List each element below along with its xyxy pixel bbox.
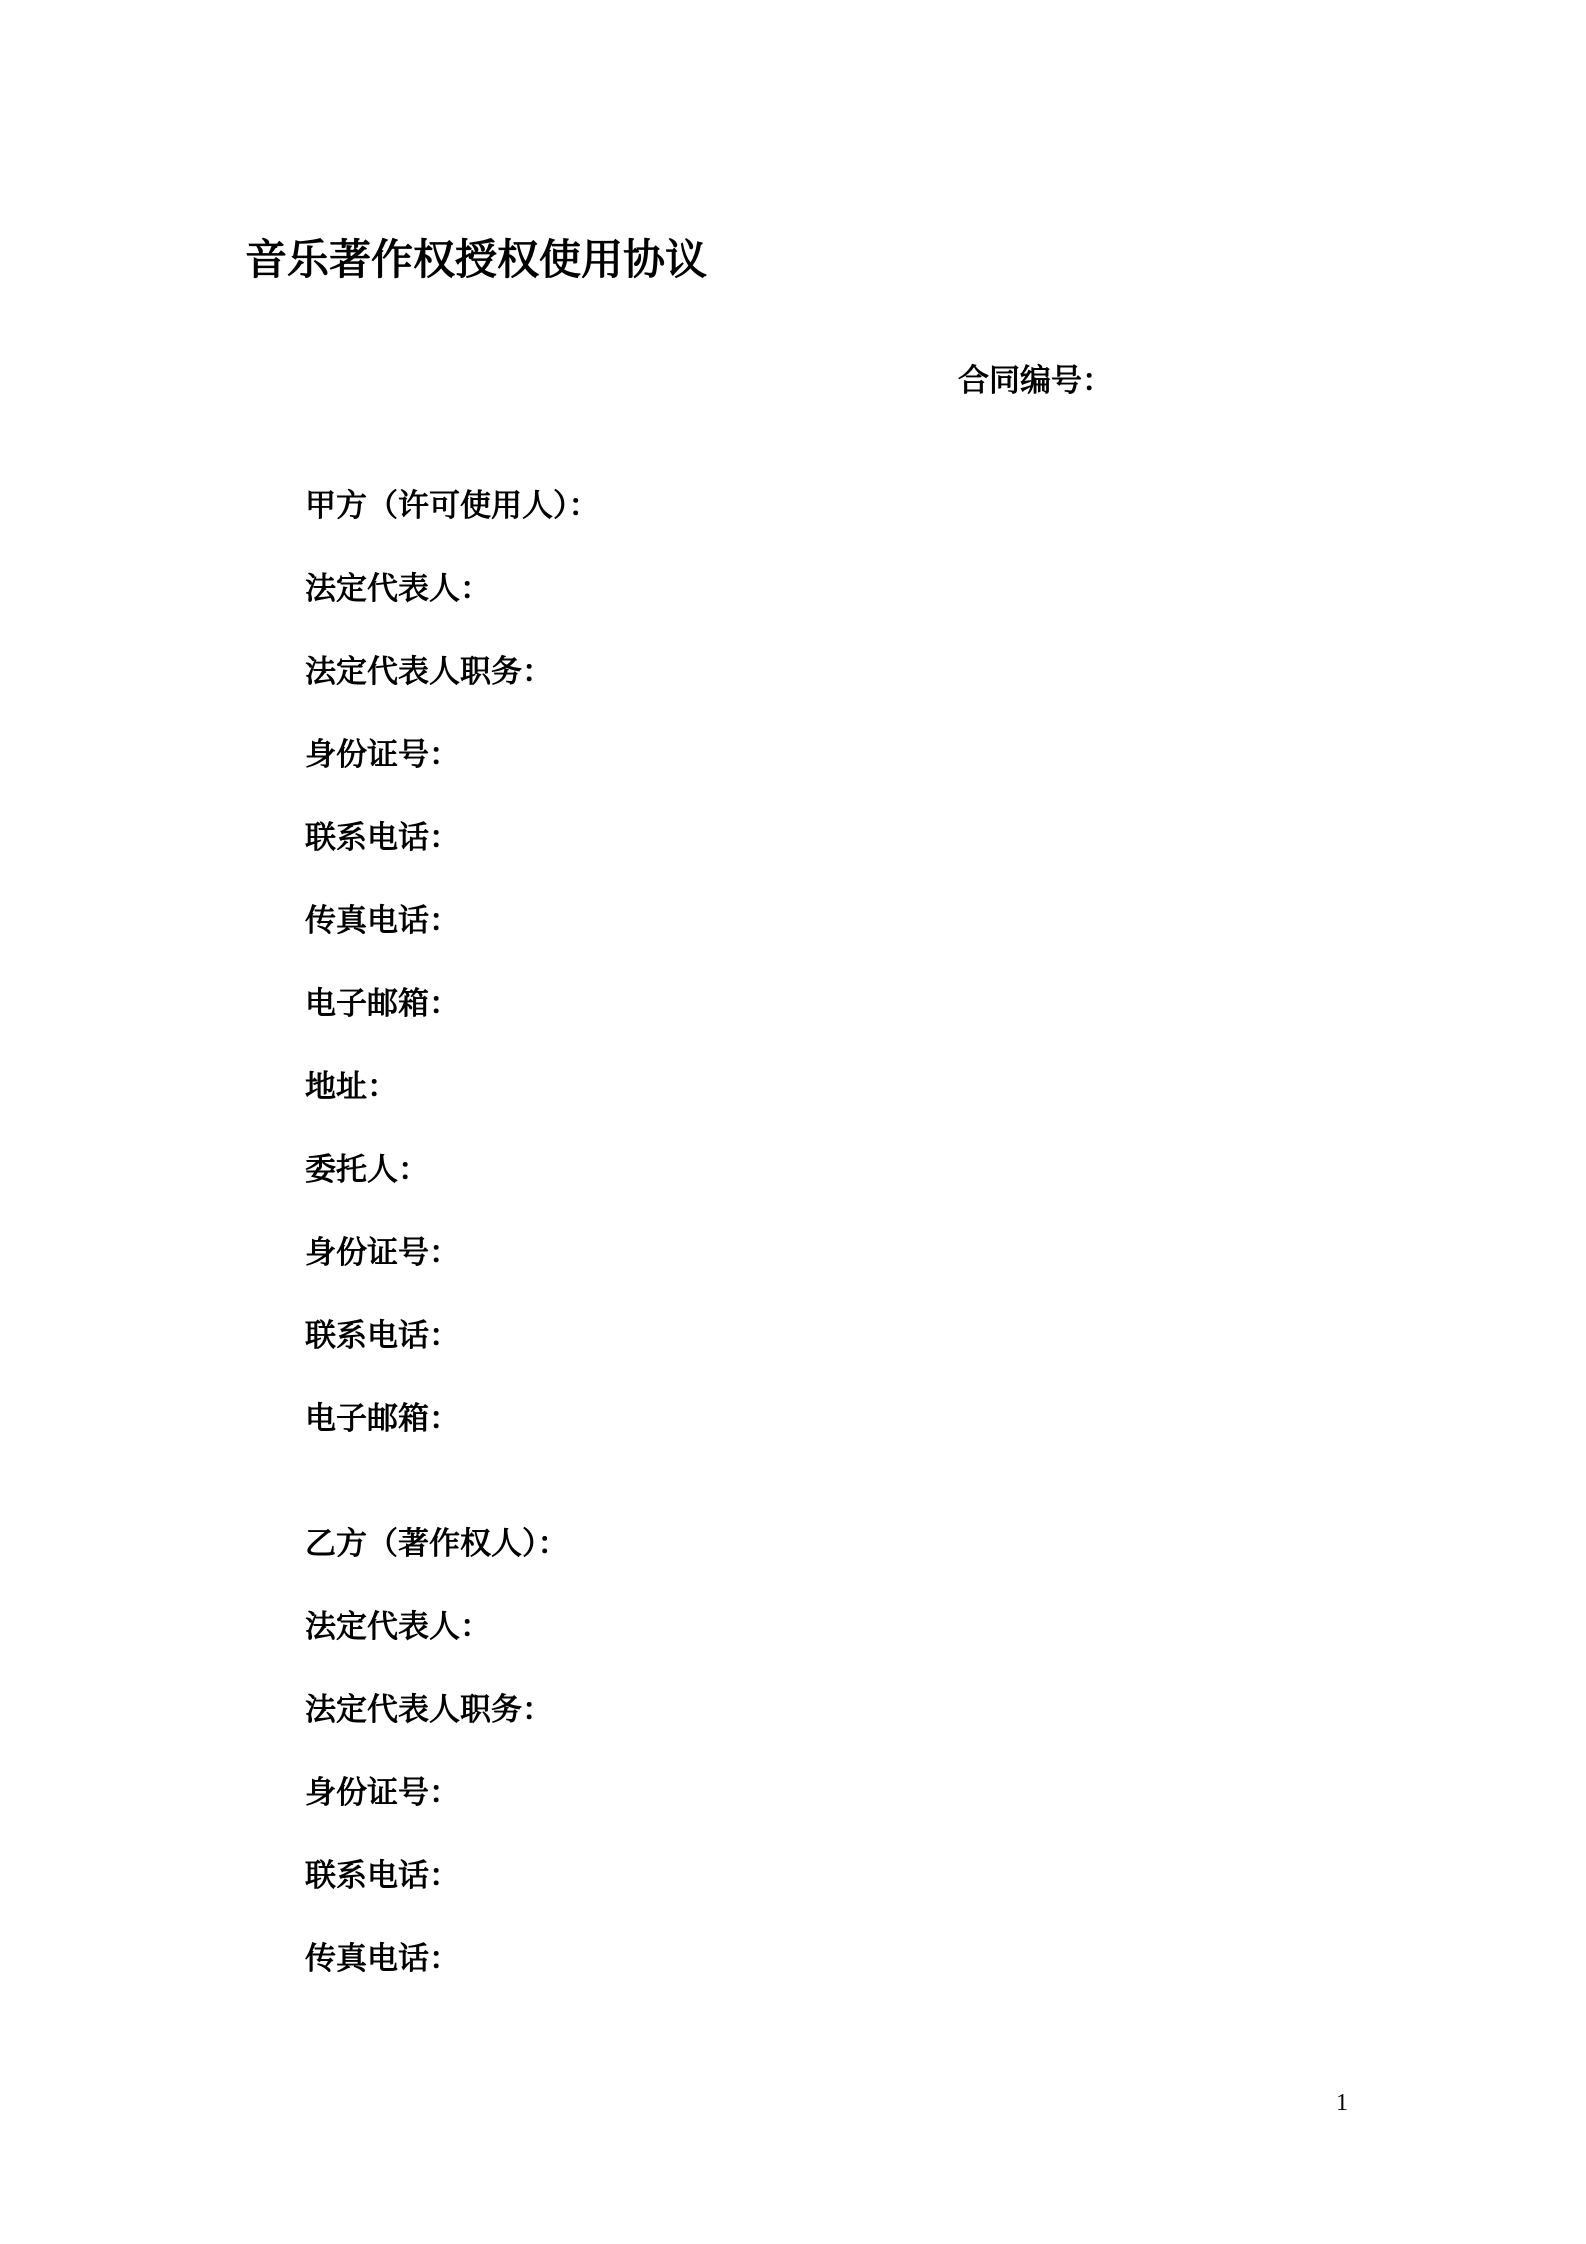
party-b-id-number: 身份证号：	[305, 1775, 460, 1811]
party-a-email: 电子邮箱：	[305, 986, 460, 1022]
party-a-agent-phone: 联系电话：	[305, 1318, 460, 1354]
page-number: 1	[1336, 2090, 1348, 2116]
party-b-representative-title: 法定代表人职务：	[305, 1692, 553, 1728]
party-a-legal-representative: 法定代表人：	[305, 571, 491, 607]
contract-number-label: 合同编号：	[958, 363, 1113, 399]
party-a-id-number: 身份证号：	[305, 737, 460, 773]
party-b-heading: 乙方（著作权人）：	[305, 1526, 569, 1562]
party-b-phone: 联系电话：	[305, 1858, 460, 1894]
party-a-address: 地址：	[305, 1069, 398, 1105]
party-a-agent: 委托人：	[305, 1152, 429, 1188]
party-b-fax: 传真电话：	[305, 1941, 460, 1977]
party-a-phone: 联系电话：	[305, 820, 460, 856]
party-a-agent-email: 电子邮箱：	[305, 1401, 460, 1437]
party-a-representative-title: 法定代表人职务：	[305, 654, 553, 690]
party-a-heading: 甲方（许可使用人）：	[305, 488, 600, 524]
party-a-fax: 传真电话：	[305, 903, 460, 939]
party-b-legal-representative: 法定代表人：	[305, 1609, 491, 1645]
party-a-agent-id-number: 身份证号：	[305, 1235, 460, 1271]
document-title: 音乐著作权授权使用协议	[245, 235, 708, 284]
